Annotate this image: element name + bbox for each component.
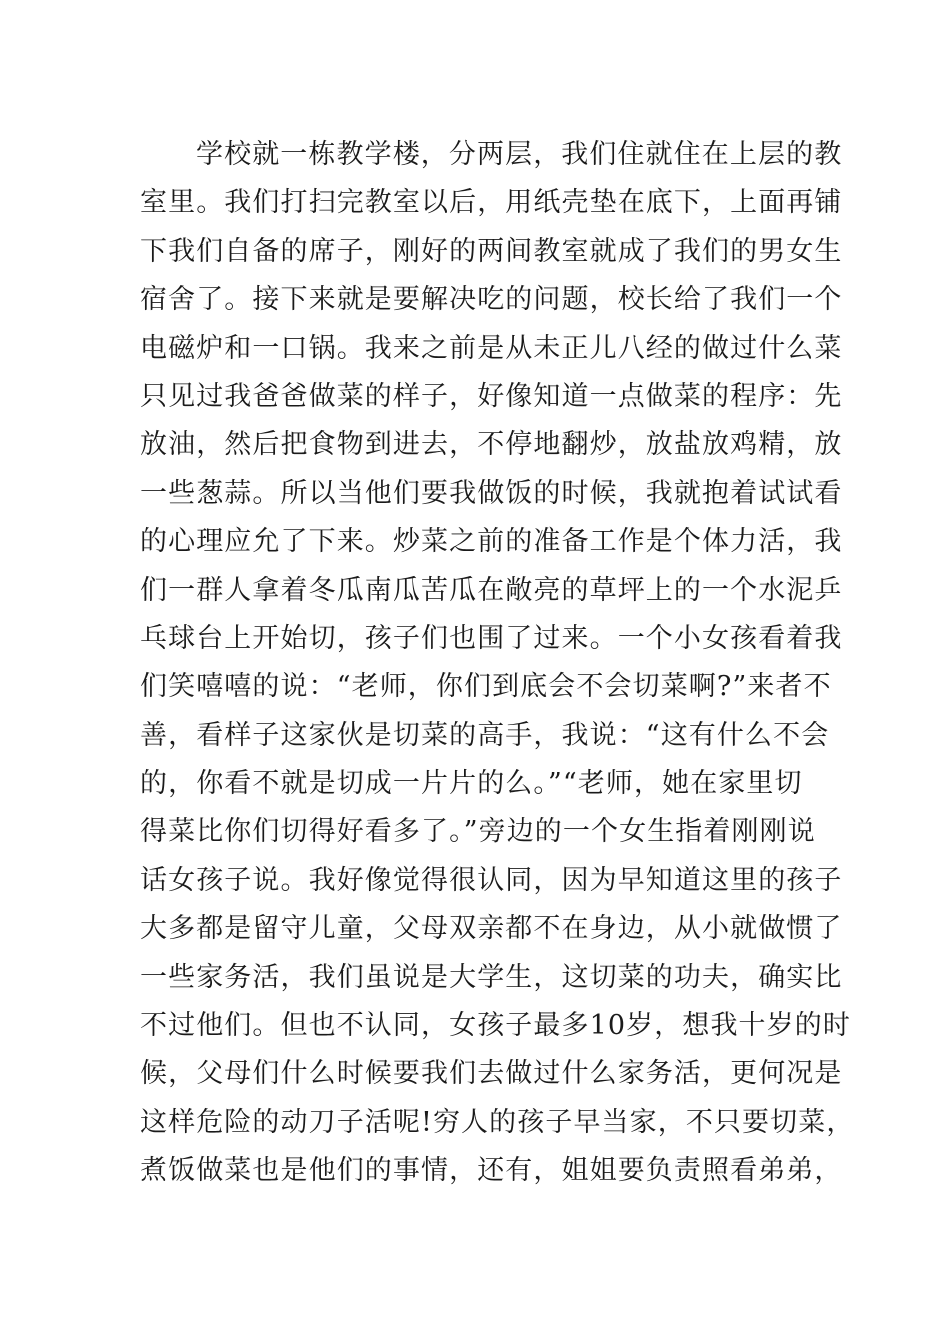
text-line: 电磁炉和一口锅。我来之前是从未正儿八经的做过什么菜 bbox=[140, 332, 843, 364]
text-line: 候，父母们什么时候要我们去做过什么家务活，更何况是 bbox=[140, 1058, 843, 1090]
text-line: 话女孩子说。我好像觉得很认同，因为早知道这里的孩子 bbox=[140, 864, 843, 896]
text-line: 下我们自备的席子，刚好的两间教室就成了我们的男女生 bbox=[140, 235, 843, 267]
text-line: 这样危险的动刀子活呢!穷人的孩子早当家，不只要切菜， bbox=[140, 1106, 855, 1138]
text-line: 一些葱蒜。所以当他们要我做饭的时候，我就抱着试试看 bbox=[140, 477, 843, 509]
text-line: 的心理应允了下来。炒菜之前的准备工作是个体力活，我 bbox=[140, 526, 843, 558]
text-line: 们笑嘻嘻的说：“老师，你们到底会不会切菜啊?”来者不 bbox=[140, 671, 832, 703]
text-line: 放油，然后把食物到进去，不停地翻炒，放盐放鸡精，放 bbox=[140, 429, 843, 461]
text-line: 乓球台上开始切，孩子们也围了过来。一个小女孩看着我 bbox=[140, 622, 843, 654]
text-line: 一些家务活，我们虽说是大学生，这切菜的功夫，确实比 bbox=[140, 961, 843, 993]
text-line: 不过他们。但也不认同，女孩子最多10岁，想我十岁的时 bbox=[140, 1010, 851, 1042]
text-line: 室里。我们打扫完教室以后，用纸壳垫在底下，上面再铺 bbox=[140, 187, 843, 219]
text-line: 宿舍了。接下来就是要解决吃的问题，校长给了我们一个 bbox=[140, 284, 843, 316]
text-line: 只见过我爸爸做菜的样子，好像知道一点做菜的程序：先 bbox=[140, 380, 843, 412]
text-line: 们一群人拿着冬瓜南瓜苦瓜在敞亮的草坪上的一个水泥乒 bbox=[140, 574, 843, 606]
body-paragraph bbox=[140, 131, 855, 1196]
text-line: 的，你看不就是切成一片片的么。”“老师，她在家里切 bbox=[140, 768, 803, 800]
text-line: 煮饭做菜也是他们的事情，还有，姐姐要负责照看弟弟， bbox=[140, 1155, 843, 1187]
text-line: 得菜比你们切得好看多了。”旁边的一个女生指着刚刚说 bbox=[140, 816, 816, 848]
text-line: 善，看样子这家伙是切菜的高手，我说：“这有什么不会 bbox=[140, 719, 830, 751]
text-line: 学校就一栋教学楼，分两层，我们住就住在上层的教 bbox=[196, 139, 843, 170]
text-line: 大多都是留守儿童，父母双亲都不在身边，从小就做惯了 bbox=[140, 913, 843, 945]
